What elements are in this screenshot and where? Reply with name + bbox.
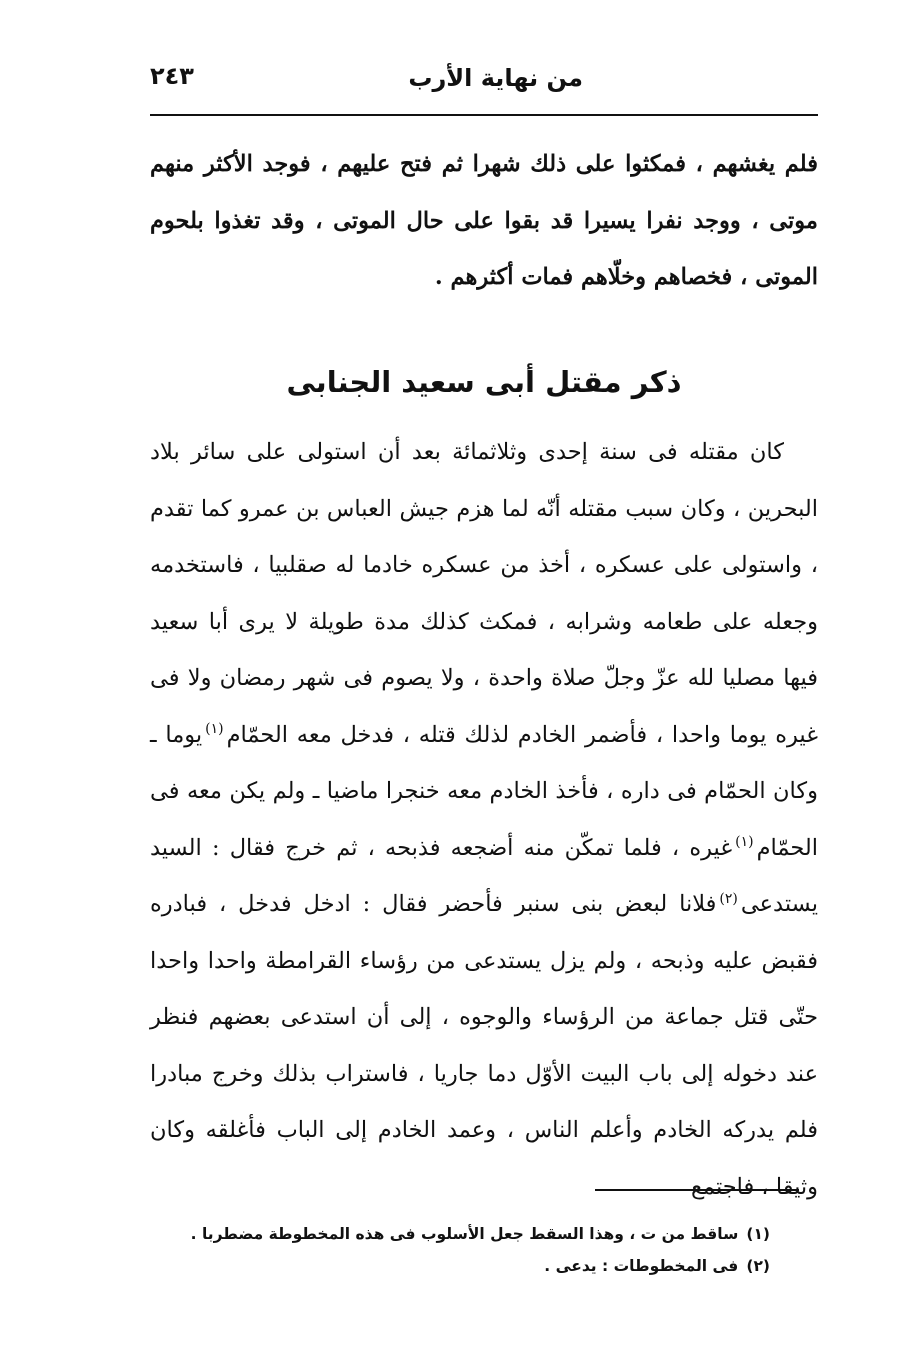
footnote-text: فى المخطوطات : يدعى .	[544, 1257, 739, 1275]
paragraph-continuation: فلم يغشهم ، فمكثوا على ذلك شهرا ثم فتح عليهم ، فوجد الأكثر منهم موتى ، ووجد نفرا يسيرا قد بقوا على حال الموتى ، وقد تغذوا بلحوم الموتى ، فخصاهم وخلّاهم فمات أكثرهم .	[150, 151, 818, 290]
footnotes	[150, 1218, 770, 1282]
running-title: من نهاية الأرب	[408, 64, 583, 92]
footnote-number: (١)	[746, 1225, 770, 1243]
section-heading: ذكر مقتل أبى سعيد الجنابى	[286, 365, 682, 399]
footnote-item	[150, 1218, 770, 1250]
paragraph-main	[150, 424, 818, 1215]
header-rule	[150, 114, 818, 116]
paragraph-main-part-4: فلانا لبعض بنى سنبر فأحضر فقال : ادخل فدخل ، فبادره فقبض عليه وذبحه ، ولم يزل يستدعى من رؤساء القرامطة واحدا واحدا حتّى قتل جماعة من الرؤساء والوجوه ، إلى أن استدعى بعضهم فنظر عند دخوله إلى باب البيت الأوّل دما جاريا ، فاستراب بذلك وخرج مبادرا فلم يدركه الخادم وأعلم الناس ، وعمد الخادم إلى الباب فأغلقه وكان وثيقا ، فاجتمع	[150, 891, 818, 1200]
footnote-item	[150, 1250, 770, 1282]
footnote-text: ساقط من ت ، وهذا السقط جعل الأسلوب فى هذه المخطوطة مضطربا .	[190, 1225, 739, 1243]
paragraph-main-part-1: كان مقتله فى سنة إحدى وثلاثمائة بعد أن استولى على سائر بلاد البحرين ، وكان سبب مقتله أنّه لما هزم جيش العباس بن عمرو كما تقدم ، واستولى على عسكره ، أخذ من عسكره خادما له صقلبيا ، فاستخدمه وجعله على طعامه وشرابه ، فمكث كذلك مدة طويلة لا يرى أبا سعيد فيها مصليا لله عزّ وجلّ صلاة واحدة ، ولا يصوم فى شهر رمضان ولا فى غيره يوما واحدا ، فأضمر الخادم لذلك قتله ، فدخل معه الحمّام	[150, 439, 818, 748]
footnote-ref-1b: (١)	[735, 834, 754, 850]
running-header	[150, 58, 818, 110]
footnote-ref-2: (٢)	[719, 890, 738, 907]
page-number: ٢٤٣	[150, 62, 194, 90]
paragraph-main-part-3: غيره ، فلما تمكّن منه أضجعه فذبحه ، ثم خرج فقال : السيد يستدعى	[150, 834, 818, 917]
footnote-rule	[595, 1189, 799, 1191]
footnote-ref-1: (١)	[205, 721, 224, 737]
footnote-number: (٢)	[746, 1257, 770, 1275]
paragraph-main-part-2: يوما ـ وكان الحمّام فى داره ، فأخذ الخادم معه خنجرا ماضيا ـ ولم يكن معه فى الحمّام	[150, 721, 818, 861]
